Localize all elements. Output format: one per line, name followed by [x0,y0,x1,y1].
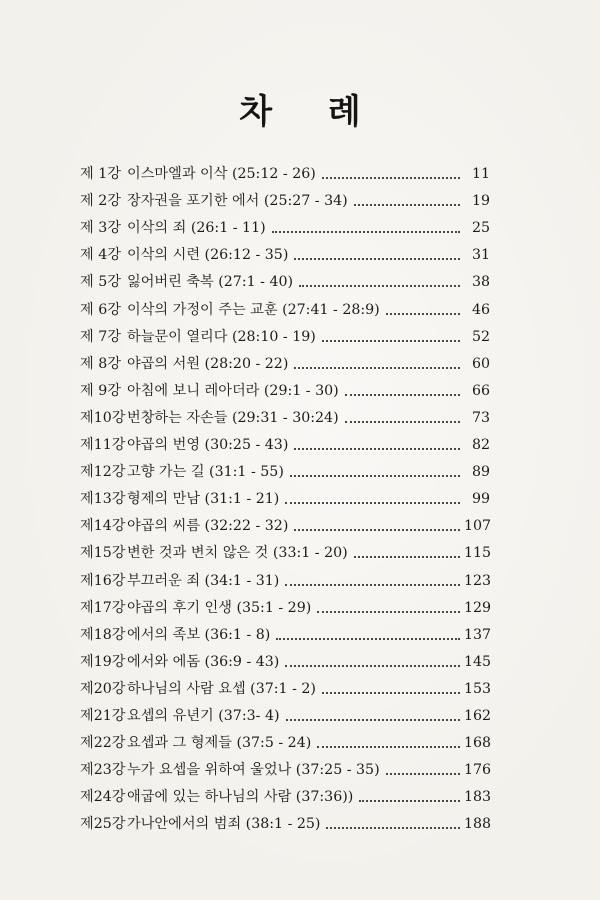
chapter-title: 야곱의 서원 (28:20 - 22) [127,355,289,372]
chapter-number: 제22강 [80,735,126,752]
page-number: 99 [471,491,490,508]
page-number: 168 [464,735,492,752]
page-number: 46 [471,301,490,318]
chapter-number: 제18강 [80,626,126,643]
dot-leader [285,486,460,504]
dot-leader [294,513,460,531]
toc-entry [80,156,490,183]
chapter-title: 장자권을 포기한 에서 (25:27 - 34) [127,193,348,210]
toc-entry [80,698,490,725]
chapter-title: 고향 가는 길 (31:1 - 55) [127,464,284,481]
page-number: 89 [471,464,490,481]
toc-entry [80,346,490,373]
toc-entry [80,535,490,562]
dot-leader [299,269,460,287]
toc-entry [80,671,490,698]
page-number: 38 [471,274,490,291]
dot-leader [322,324,460,342]
toc-entry [80,454,490,481]
page-number: 153 [464,680,492,697]
chapter-number: 제 9강 [80,382,121,399]
chapter-title: 아침에 보니 레아더라 (29:1 - 30) [127,382,339,399]
chapter-title: 이삭의 시련 (26:12 - 35) [127,247,289,264]
chapter-number: 제19강 [80,653,126,670]
page-number: 82 [471,437,490,454]
page-number: 145 [464,653,492,670]
chapter-title: 부끄러운 죄 (34:1 - 31) [127,572,280,589]
dot-leader [294,242,460,260]
dot-leader [345,405,460,423]
page-number: 19 [471,193,490,210]
toc-entry [80,400,490,427]
chapter-title: 애굽에 있는 하나님의 사람 (37:36)) [127,789,354,806]
chapter-number: 제 6강 [80,301,121,318]
dot-leader [322,676,460,694]
dot-leader [326,811,460,829]
dot-leader [354,188,460,206]
chapter-number: 제11강 [80,437,126,454]
dot-leader [345,378,460,396]
chapter-number: 제 8강 [80,355,121,372]
page-number: 188 [464,816,492,833]
dot-leader [290,459,460,477]
chapter-number: 제16강 [80,572,126,589]
chapter-title: 형제의 만남 (31:1 - 21) [127,491,280,508]
chapter-number: 제10강 [80,409,126,426]
page-title: 차 례 [239,92,383,132]
chapter-number: 제24강 [80,789,126,806]
toc-entry [80,427,490,454]
chapter-number: 제 7강 [80,328,121,345]
chapter-title: 하나님의 사람 요셉 (37:1 - 2) [127,680,316,697]
chapter-number: 제15강 [80,545,126,562]
toc-entry [80,752,490,779]
page-number: 52 [471,328,490,345]
toc-entry [80,264,490,291]
page-number: 176 [464,762,492,779]
page-number: 11 [471,166,490,183]
toc-entry [80,319,490,346]
chapter-number: 제20강 [80,680,126,697]
page-number: 31 [471,247,490,264]
page-number: 183 [464,789,492,806]
chapter-title: 이삭의 죄 (26:1 - 11) [127,220,266,237]
chapter-number: 제 5강 [80,274,121,291]
toc-entry [80,210,490,237]
toc-entry [80,481,490,508]
toc-entry [80,779,490,806]
toc-entry [80,644,490,671]
page-number: 129 [464,599,492,616]
chapter-title: 요셉과 그 형제들 (37:5 - 24) [127,735,312,752]
dot-leader [285,649,460,667]
chapter-title: 요셉의 유년기 (37:3- 4) [127,707,280,724]
toc-entry [80,508,490,535]
table-of-contents [80,156,490,833]
dot-leader [322,161,460,179]
page-number: 162 [464,707,492,724]
chapter-number: 제21강 [80,707,126,724]
chapter-title: 누가 요셉을 위하여 울었나 (37:25 - 35) [127,762,380,779]
dot-leader [286,703,460,721]
dot-leader [276,622,460,640]
chapter-title: 변한 것과 변치 않은 것 (33:1 - 20) [127,545,348,562]
page-number: 123 [464,572,492,589]
toc-entry [80,562,490,589]
chapter-title: 에서의 족보 (36:1 - 8) [127,626,271,643]
page-number: 137 [464,626,492,643]
page-number: 107 [464,518,492,535]
chapter-number: 제 1강 [80,166,121,183]
chapter-title: 야곱의 번영 (30:25 - 43) [127,437,289,454]
chapter-title: 에서와 에돔 (36:9 - 43) [127,653,280,670]
chapter-title: 가나안에서의 범죄 (38:1 - 25) [127,816,321,833]
chapter-number: 제14강 [80,518,126,535]
chapter-number: 제 4강 [80,247,121,264]
dot-leader [294,351,460,369]
chapter-title: 번창하는 자손들 (29:31 - 30:24) [127,409,339,426]
dot-leader [294,432,460,450]
chapter-title: 야곱의 후기 인생 (35:1 - 29) [127,599,312,616]
page-number: 25 [471,220,490,237]
dot-leader [285,568,460,586]
chapter-number: 제25강 [80,816,126,833]
toc-entry [80,237,490,264]
dot-leader [386,297,460,315]
chapter-number: 제13강 [80,491,126,508]
dot-leader [317,595,460,613]
chapter-title: 야곱의 씨름 (32:22 - 32) [127,518,289,535]
chapter-title: 하늘문이 열리다 (28:10 - 19) [127,328,316,345]
toc-entry [80,183,490,210]
dot-leader [317,730,460,748]
chapter-number: 제 2강 [80,193,121,210]
chapter-number: 제17강 [80,599,126,616]
dot-leader [354,540,460,558]
toc-entry [80,291,490,318]
toc-entry [80,590,490,617]
page-number: 73 [471,409,490,426]
dot-leader [386,757,460,775]
dot-leader [359,784,460,802]
page-number: 60 [471,355,490,372]
chapter-title: 이스마엘과 이삭 (25:12 - 26) [127,166,316,183]
dot-leader [272,215,460,233]
chapter-title: 잃어버린 축복 (27:1 - 40) [127,274,294,291]
page-number: 115 [464,545,492,562]
toc-entry [80,373,490,400]
chapter-number: 제12강 [80,464,126,481]
toc-entry [80,617,490,644]
chapter-number: 제23강 [80,762,126,779]
page-number: 66 [471,382,490,399]
chapter-title: 이삭의 가정이 주는 교훈 (27:41 - 28:9) [127,301,380,318]
toc-entry [80,806,490,833]
chapter-number: 제 3강 [80,220,121,237]
toc-entry [80,725,490,752]
